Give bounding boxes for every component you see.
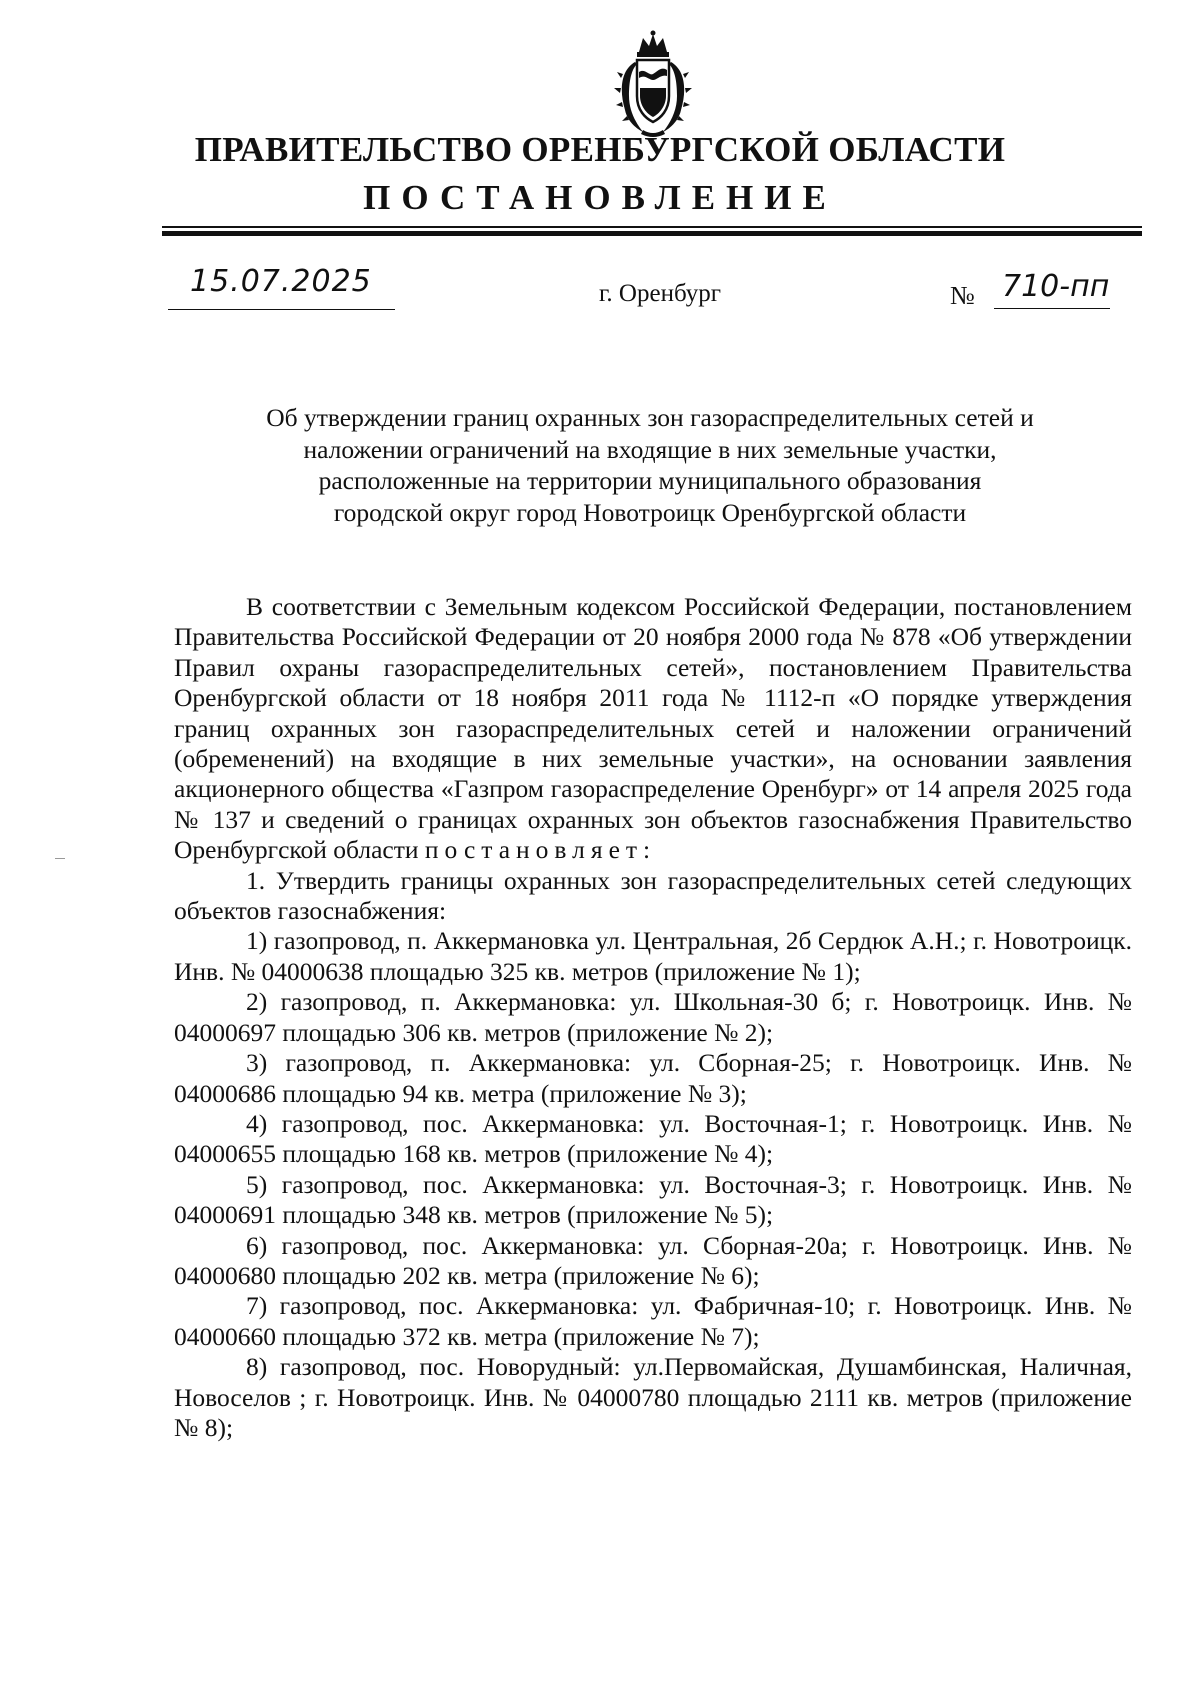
date-field <box>168 262 395 314</box>
document-number: 710-пп <box>1002 269 1110 304</box>
subject-line: Об утверждении границ охранных зон газораспределительных сетей и <box>266 403 1034 432</box>
number-underline <box>994 308 1110 309</box>
header-rule-thick <box>162 231 1142 236</box>
date-underline <box>168 309 395 310</box>
document-body <box>174 592 1132 1443</box>
list-item: 2) газопровод, п. Аккермановка: ул. Школьная-30 б; г. Новотроицк. Инв. № 04000697 площадью 306 кв. метров (приложение № 2); <box>174 987 1132 1047</box>
header-rule-thin <box>162 226 1142 228</box>
list-item: 6) газопровод, пос. Аккермановка: ул. Сборная-20а; г. Новотроицк. Инв. № 04000680 площадью 202 кв. метра (приложение № 6); <box>174 1230 1132 1290</box>
list-item: 3) газопровод, п. Аккермановка: ул. Сборная-25; г. Новотроицк. Инв. № 04000686 площадью 94 кв. метра (приложение № 3); <box>174 1048 1132 1108</box>
list-item: 1) газопровод, п. Аккермановка ул. Центральная, 2б Сердюк А.Н.; г. Новотроицк. Инв. № 04000638 площадью 325 кв. метров (приложение № 1); <box>174 926 1132 986</box>
number-field <box>950 265 1110 313</box>
subject-line: наложении ограничений на входящие в них земельные участки, <box>303 434 997 464</box>
list-item: 7) газопровод, пос. Аккермановка: ул. Фабричная-10; г. Новотроицк. Инв. № 04000660 площадью 372 кв. метра (приложение № 7); <box>174 1291 1132 1351</box>
margin-mark <box>55 858 65 859</box>
resolves-word: постановляет: <box>424 835 657 865</box>
government-title: ПРАВИТЕЛЬСТВО ОРЕНБУРГСКОЙ ОБЛАСТИ <box>194 130 1006 169</box>
document-type: ПОСТАНОВЛЕНИЕ <box>363 178 837 217</box>
list-item: 8) газопровод, пос. Новорудный: ул.Первомайская, Душамбинская, Наличная, Новоселов ; г. Новотроицк. Инв. № 04000780 площадью 2111 кв. метров (приложение № 8); <box>174 1352 1132 1442</box>
coat-of-arms-emblem <box>613 30 693 138</box>
preamble-paragraph <box>174 592 1132 866</box>
preamble-text: В соответствии с Земельным кодексом Российской Федерации, постановлением Правительства Российской Федерации от 20 ноября 2000 года № 878 «Об утверждении Правил охраны газораспределительных сетей», постановлением Правительства Оренбургской области от 18 ноября 2011 года № 1112-п «О порядке утверждения границ охранных зон газораспределительных сетей и наложении ограничений (обременений) на входящие в них земельные участки», на основании заявления акционерного общества «Газпром газораспределение Оренбург» от 14 апреля 2025 года № 137 и сведений о границах охранных зон объектов газоснабжения Правительство Оренбургской области <box>174 592 1132 865</box>
document-date: 15.07.2025 <box>190 264 372 299</box>
number-label: № <box>950 281 975 310</box>
document-city: г. Оренбург <box>599 280 721 307</box>
document-subject <box>150 402 1150 528</box>
subject-line: городской округ город Новотроицк Оренбургской области <box>333 497 967 527</box>
list-item: 5) газопровод, пос. Аккермановка: ул. Восточная-3; г. Новотроицк. Инв. № 04000691 площадью 348 кв. метров (приложение № 5); <box>174 1169 1132 1230</box>
subject-line: расположенные на территории муниципального образования <box>318 466 982 495</box>
clause-1: 1. Утвердить границы охранных зон газораспределительных сетей следующих объектов газоснабжения: <box>174 865 1132 926</box>
list-item: 4) газопровод, пос. Аккермановка: ул. Восточная-1; г. Новотроицк. Инв. № 04000655 площадью 168 кв. метров (приложение № 4); <box>174 1108 1132 1169</box>
